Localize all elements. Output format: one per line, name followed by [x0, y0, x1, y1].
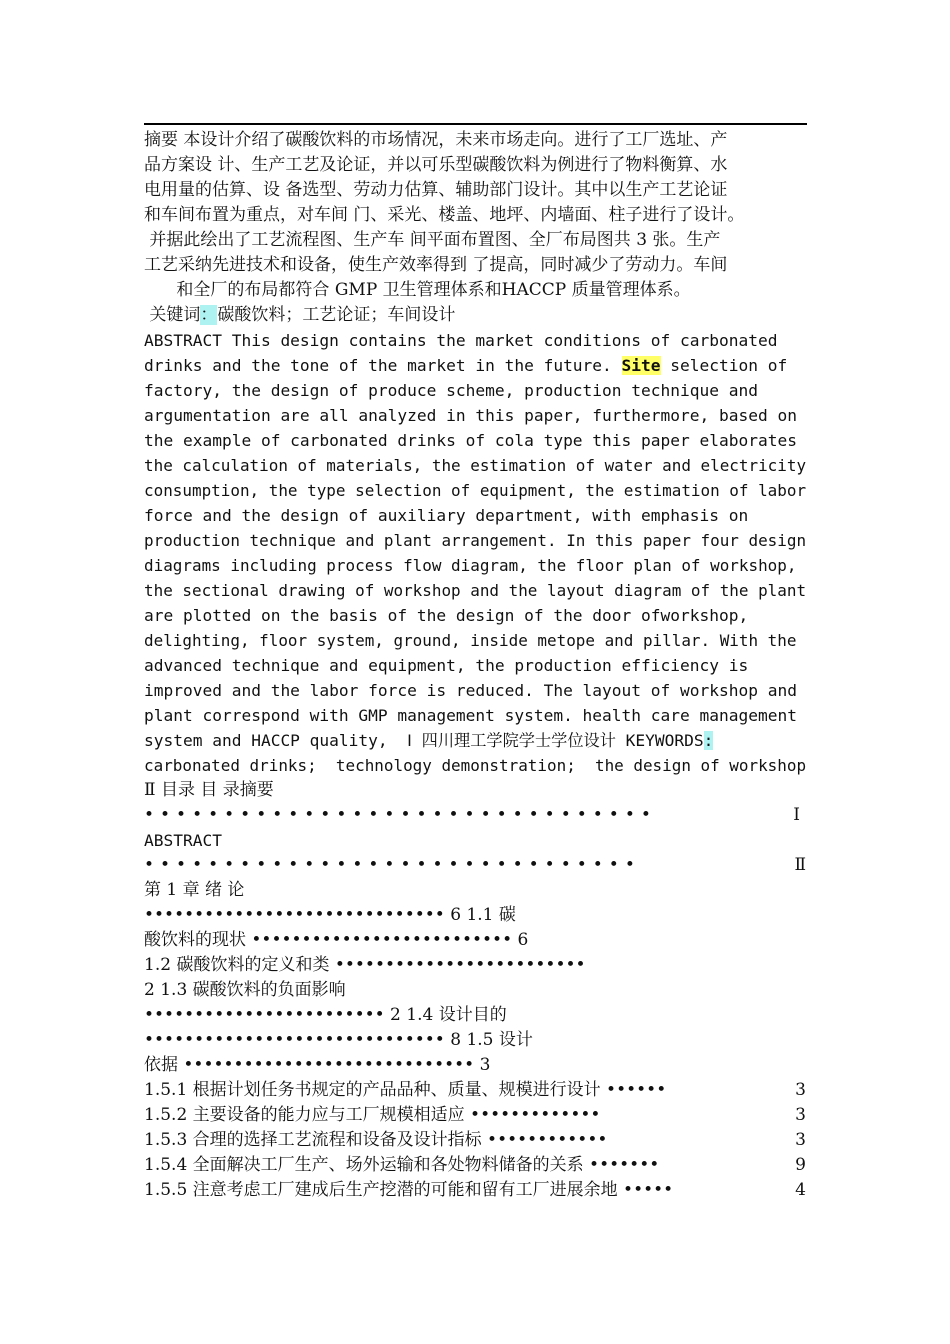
toc-leader-dots: ••••••••••••••••••••••••••••••• — [144, 855, 641, 875]
abstract-en-line: advanced technique and equipment, the production efficiency is — [144, 656, 749, 675]
abstract-en-text: drinks and the tone of the market in the future. — [144, 356, 622, 375]
abstract-cn-line: 并据此绘出了工艺流程图、生产车 间平面布置图、全厂布局图共 3 张。生产 — [144, 230, 721, 250]
keywords-cn-colon: ： — [200, 305, 218, 325]
toc-entry-label: 1.5.3 合理的选择工艺流程和设备及设计指标 •••••••••••• — [144, 1130, 608, 1150]
toc-entry-row[interactable]: 依据 ••••••••••••••••••••••••••••• 3 — [144, 1055, 491, 1075]
toc-entry-abstract-en-dots — [144, 853, 806, 878]
abstract-en-line — [144, 353, 787, 378]
toc-entry-row[interactable]: 2 1.3 碳酸饮料的负面影响 — [144, 980, 346, 1000]
abstract-en-line: the calculation of materials, the estimation of water and electricity — [144, 456, 807, 475]
abstract-en-line: force and the design of auxiliary department, with emphasis on — [144, 506, 749, 525]
toc-page-number: 3 — [795, 1080, 806, 1100]
toc-entry-label: 1.5.5 注意考虑工厂建成后生产挖潜的可能和留有工厂进展余地 ••••• — [144, 1180, 674, 1200]
toc-page-number: Ⅱ — [794, 855, 806, 875]
toc-entry-row[interactable]: •••••••••••••••••••••••• 2 1.4 设计目的 — [144, 1005, 507, 1025]
toc-page-number: 3 — [795, 1105, 806, 1125]
toc-entry-row[interactable]: 酸饮料的现状 •••••••••••••••••••••••••• 6 — [144, 930, 529, 950]
abstract-en-line: argumentation are all analyzed in this paper, furthermore, based on — [144, 406, 797, 425]
abstract-en-line: consumption, the type selection of equipment, the estimation of labor — [144, 481, 807, 500]
toc-page-number: 9 — [795, 1155, 806, 1175]
keywords-cn — [144, 303, 455, 328]
keywords-cn-label: 关键词 — [144, 305, 201, 325]
abstract-cn-line: 工艺采纳先进技术和设备，使生产效率得到 了提高，同时减少了劳动力。车间 — [144, 255, 728, 275]
highlighted-word: Site — [621, 356, 661, 375]
abstract-cn-line: 和全厂的布局都符合 GMP 卫生管理体系和HACCP 质量管理体系。 — [144, 280, 691, 300]
abstract-en-line: the sectional drawing of workshop and the layout diagram of the plant — [144, 581, 807, 600]
toc-entry-1-5-2[interactable] — [144, 1103, 806, 1128]
toc-entry-1-5-3[interactable] — [144, 1128, 806, 1153]
abstract-en-line: delighting, floor system, ground, inside metope and pillar. With the — [144, 631, 797, 650]
abstract-cn-line: 摘要 本设计介绍了碳酸饮料的市场情况，未来市场走向。进行了工厂选址、产 — [144, 130, 728, 150]
abstract-en-line: plant correspond with GMP management system. health care management — [144, 706, 797, 725]
abstract-en-text: selection of — [660, 356, 788, 375]
abstract-en-line: improved and the labor force is reduced. The layout of workshop and — [144, 681, 797, 700]
toc-page-number: 3 — [795, 1130, 806, 1150]
abstract-en-line: are plotted on the basis of the design of the door ofworkshop, — [144, 606, 749, 625]
toc-entry-row[interactable]: •••••••••••••••••••••••••••••• 8 1.5 设计 — [144, 1030, 533, 1050]
abstract-en-line: diagrams including process flow diagram, the floor plan of workshop, — [144, 556, 797, 575]
keywords-cn-text: 碳酸饮料；工艺论证；车间设计 — [217, 305, 456, 325]
abstract-cn-line: 品方案设 计、生产工艺及论证，并以可乐型碳酸饮料为例进行了物料衡算、水 — [144, 155, 728, 175]
toc-leader-dots: •••••••••••••••••••••••••••••••• — [144, 805, 657, 825]
abstract-en-text: system and HACCP quality, Ⅰ 四川理工学院学士学位设计 KEYWORDS — [144, 731, 704, 750]
toc-entry-abstract-cn[interactable] — [144, 803, 806, 828]
toc-entry-label: 1.5.2 主要设备的能力应与工厂规模相适应 ••••••••••••• — [144, 1105, 601, 1125]
toc-entry-1-5-4[interactable] — [144, 1153, 806, 1178]
keywords-en-colon: : — [703, 731, 714, 750]
abstract-en-line: ABSTRACT This design contains the market conditions of carbonated — [144, 331, 778, 350]
toc-entry-label: 1.5.4 全面解决工厂生产、场外运输和各处物料储备的关系 ••••••• — [144, 1155, 660, 1175]
toc-entry-row[interactable]: 1.2 碳酸饮料的定义和类 ••••••••••••••••••••••••• — [144, 955, 586, 975]
top-rule — [144, 123, 807, 125]
keywords-en-text: carbonated drinks; technology demonstration; the design of workshop — [144, 756, 807, 775]
abstract-en-line: factory, the design of produce scheme, production technique and — [144, 381, 758, 400]
toc-entry-label: 1.5.1 根据计划任务书规定的产品品种、质量、规模进行设计 •••••• — [144, 1080, 667, 1100]
toc-page-number: 4 — [795, 1180, 806, 1200]
abstract-cn-line: 电用量的估算、设 备选型、劳动力估算、辅助部门设计。其中以生产工艺论证 — [144, 180, 728, 200]
abstract-en-line — [144, 728, 713, 753]
toc-entry-1-5-1[interactable] — [144, 1078, 806, 1103]
toc-entry-abstract-en[interactable]: ABSTRACT — [144, 831, 222, 850]
abstract-cn-line: 和车间布置为重点，对车间 门、采光、楼盖、地坪、内墙面、柱子进行了设计。 — [144, 205, 745, 225]
toc-entry-1-5-5[interactable] — [144, 1178, 806, 1203]
toc-page-number: Ⅰ — [793, 805, 800, 825]
abstract-en-line: production technique and plant arrangement. In this paper four design — [144, 531, 807, 550]
toc-entry-chapter-1[interactable]: 第 1 章 绪 论 — [144, 880, 245, 900]
abstract-en-line: the example of carbonated drinks of cola type this paper elaborates — [144, 431, 797, 450]
toc-entry-row[interactable]: •••••••••••••••••••••••••••••• 6 1.1 碳 — [144, 905, 516, 925]
toc-header: Ⅱ 目录 目 录摘要 — [144, 780, 274, 800]
